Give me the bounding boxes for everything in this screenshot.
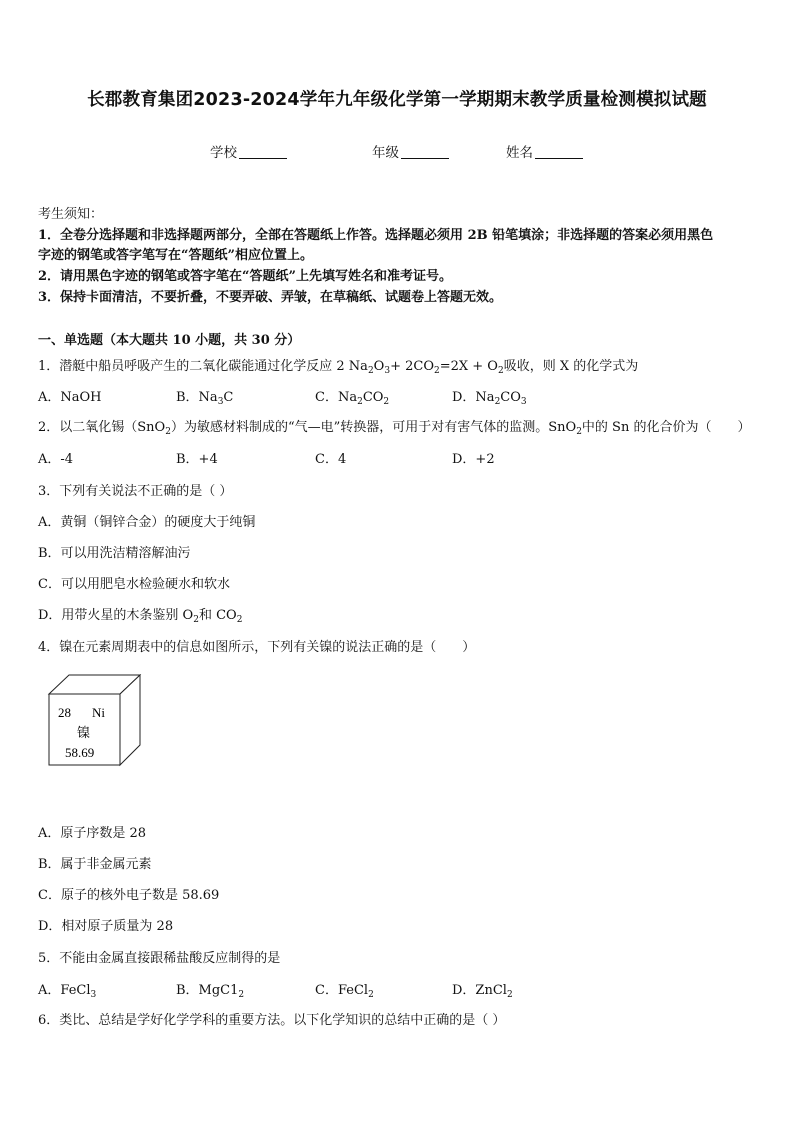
question-4-option-b[interactable]: B．属于非金属元素 xyxy=(38,857,152,872)
page-title: 长郡教育集团2023-2024学年九年级化学第一学期期末教学质量检测模拟试题 xyxy=(87,90,707,110)
question-4-option-a[interactable]: A．原子序数是 28 xyxy=(38,826,147,841)
question-1-option-d[interactable]: D．$Na_2CO_3$ xyxy=(452,390,527,407)
question-6-stem: 6．类比、总结是学好化学学科的重要方法。以下化学知识的总结中正确的是（ ） xyxy=(38,1013,506,1028)
notice-item-2: 2．请用黑色字迹的钢笔或答字笔在“答题纸”上先填写姓名和准考证号。 xyxy=(38,269,453,284)
question-5-option-c[interactable]: C．FeCl$_2$ xyxy=(315,983,374,1000)
school-blank xyxy=(239,146,287,159)
notice-heading: 考生须知： xyxy=(38,207,104,222)
notice-item-3: 3．保持卡面清洁，不要折叠，不要弄破、弄皱，在草稿纸、试题卷上答题无效。 xyxy=(38,290,503,305)
element-tile-nickel xyxy=(46,674,146,770)
grade-field xyxy=(372,141,449,161)
atomic-mass: 58.69 xyxy=(65,745,95,760)
question-1-stem: 1．潜艇中船员呼吸产生的二氧化碳能通过化学反应 2 $Na_2O_3+ 2CO_2=2X + O_2$吸收，则 X 的化学式为 xyxy=(38,359,639,376)
question-2-option-a[interactable]: A．-4 xyxy=(38,452,74,467)
question-2-option-c[interactable]: C．4 xyxy=(315,452,347,467)
question-4-stem: 4．镍在元素周期表中的信息如图所示，下列有关镍的说法正确的是（ ） xyxy=(38,640,476,655)
question-5-option-b[interactable]: B．$MgC1_2$ xyxy=(176,983,245,1000)
question-1-option-b[interactable]: B．$Na_3C$ xyxy=(176,390,234,407)
question-3-option-c[interactable]: C．可以用肥皂水检验硬水和软水 xyxy=(38,577,230,592)
section-heading: 一、单选题（本大题共 10 小题，共 30 分） xyxy=(38,333,301,348)
question-5-stem: 5．不能由金属直接跟稀盐酸反应制得的是 xyxy=(38,951,281,966)
grade-label: 年级 xyxy=(372,145,399,161)
question-3-option-d[interactable]: D．用带火星的木条鉴别 $O_2$和 $CO_2$ xyxy=(38,608,243,625)
question-3-option-b[interactable]: B．可以用洗洁精溶解油污 xyxy=(38,546,191,561)
grade-blank xyxy=(401,146,449,159)
question-1-option-a[interactable]: A．NaOH xyxy=(38,390,102,405)
question-5-option-d[interactable]: D．ZnCl$_2$ xyxy=(452,983,513,1000)
question-2-option-d[interactable]: D．+2 xyxy=(452,452,495,467)
question-1-option-c[interactable]: C．$Na_2CO_2$ xyxy=(315,390,390,407)
question-5-option-a[interactable]: A．FeCl$_3$ xyxy=(38,983,97,1000)
school-label: 学校 xyxy=(210,145,237,161)
question-4-option-d[interactable]: D．相对原子质量为 28 xyxy=(38,919,174,934)
question-2-option-b[interactable]: B．+4 xyxy=(176,452,218,467)
question-4-option-c[interactable]: C．原子的核外电子数是 58.69 xyxy=(38,888,220,903)
name-blank xyxy=(535,146,583,159)
name-field xyxy=(506,141,583,161)
school-field xyxy=(210,141,287,161)
notice-item-1-line-1: 1．全卷分选择题和非选择题两部分，全部在答题纸上作答。选择题必须用 2B 铅笔填涂；非选择题的答案必须用黑色 xyxy=(38,228,714,243)
question-3-stem: 3．下列有关说法不正确的是（ ） xyxy=(38,484,233,499)
name-label: 姓名 xyxy=(506,145,533,161)
question-3-option-a[interactable]: A．黄铜（铜锌合金）的硬度大于纯铜 xyxy=(38,515,256,530)
element-symbol: Ni xyxy=(92,705,105,720)
atomic-number: 28 xyxy=(58,705,71,720)
notice-item-1-line-2: 字迹的钢笔或答字笔写在“答题纸”相应位置上。 xyxy=(38,248,313,263)
question-2-stem: 2．以二氧化锡（SnO$_2$）为敏感材料制成的“气—电”转换器，可用于对有害气体的监测。SnO$_2$中的 Sn 的化合价为（ ） xyxy=(38,420,751,437)
element-name: 镍 xyxy=(77,725,91,740)
